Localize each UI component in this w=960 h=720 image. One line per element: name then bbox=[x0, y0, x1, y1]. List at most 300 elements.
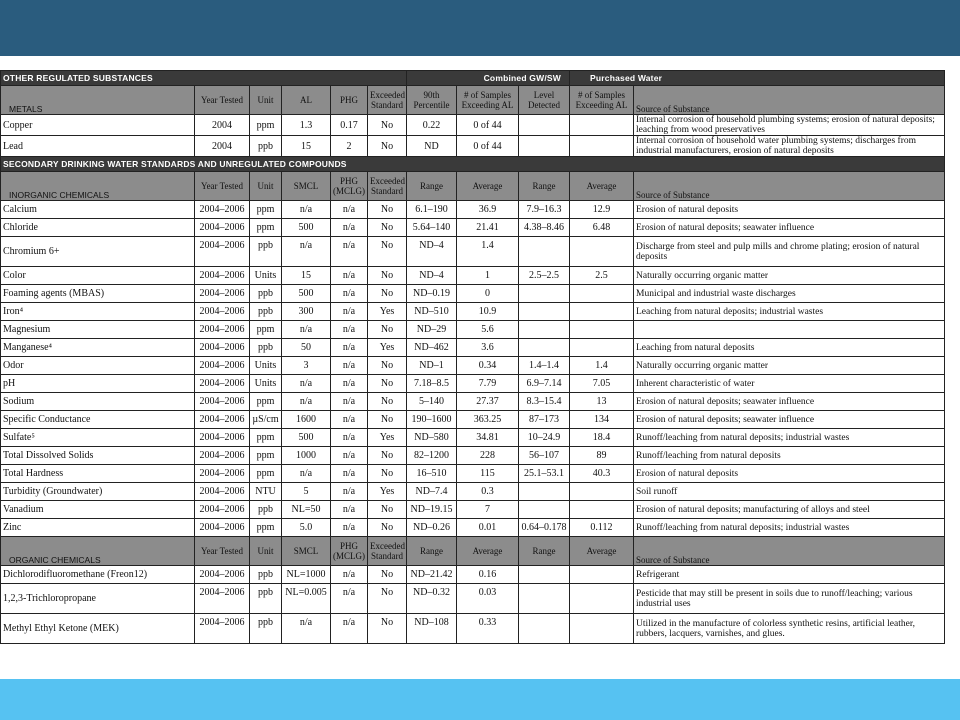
year-cell: 2004–2006 bbox=[195, 465, 250, 483]
table-row bbox=[1, 285, 945, 303]
range-cell: 7.18–8.5 bbox=[407, 375, 457, 393]
pavg-cell: 89 bbox=[570, 447, 634, 465]
range-cell: ND–29 bbox=[407, 321, 457, 339]
al-cell: 1.3 bbox=[282, 115, 331, 136]
smcl-cell: n/a bbox=[282, 614, 331, 644]
exceeded-cell: No bbox=[368, 237, 407, 267]
year-cell: 2004–2006 bbox=[195, 429, 250, 447]
column-header: Source of Substance bbox=[634, 86, 945, 115]
exceeded-cell: Yes bbox=[368, 339, 407, 357]
range-cell: ND–4 bbox=[407, 237, 457, 267]
table-row bbox=[1, 501, 945, 519]
exceeded-cell: No bbox=[368, 357, 407, 375]
range-cell: ND–0.26 bbox=[407, 519, 457, 537]
column-header: Exceeded Standard bbox=[368, 172, 407, 201]
substance-name: Iron⁴ bbox=[1, 303, 195, 321]
substance-name: Manganese⁴ bbox=[1, 339, 195, 357]
column-header: Unit bbox=[250, 537, 282, 566]
unit-cell: Units bbox=[250, 375, 282, 393]
pavg-cell: 7.05 bbox=[570, 375, 634, 393]
prange-cell: 25.1–53.1 bbox=[519, 465, 570, 483]
unit-cell: ppb bbox=[250, 501, 282, 519]
unit-cell: ppm bbox=[250, 447, 282, 465]
substance-name: Total Hardness bbox=[1, 465, 195, 483]
range-cell: ND–510 bbox=[407, 303, 457, 321]
year-cell: 2004–2006 bbox=[195, 267, 250, 285]
year-cell: 2004–2006 bbox=[195, 501, 250, 519]
exceeded-cell: No bbox=[368, 136, 407, 157]
prange-cell: 2.5–2.5 bbox=[519, 267, 570, 285]
source-cell: Runoff/leaching from natural deposits; industrial wastes bbox=[634, 519, 945, 537]
al-cell: 15 bbox=[282, 136, 331, 157]
phg-cell: n/a bbox=[331, 465, 368, 483]
prange-cell bbox=[519, 339, 570, 357]
pavg-cell: 134 bbox=[570, 411, 634, 429]
smcl-cell: n/a bbox=[282, 321, 331, 339]
column-header: Range bbox=[519, 537, 570, 566]
smcl-cell: 3 bbox=[282, 357, 331, 375]
table-row bbox=[1, 584, 945, 614]
samples-cell: 0 of 44 bbox=[457, 115, 519, 136]
source-cell: Internal corrosion of household water plumbing systems; discharges from industrial manufacturers, erosion of natural deposits bbox=[634, 136, 945, 157]
unit-cell: µS/cm bbox=[250, 411, 282, 429]
level-cell bbox=[519, 136, 570, 157]
year-cell: 2004–2006 bbox=[195, 411, 250, 429]
prange-cell bbox=[519, 237, 570, 267]
phg-cell: n/a bbox=[331, 614, 368, 644]
unit-cell: ppb bbox=[250, 566, 282, 584]
avg-cell: 34.81 bbox=[457, 429, 519, 447]
column-header: Level Detected bbox=[519, 86, 570, 115]
pavg-cell bbox=[570, 614, 634, 644]
avg-cell: 3.6 bbox=[457, 339, 519, 357]
phg-cell: n/a bbox=[331, 429, 368, 447]
phg-cell: n/a bbox=[331, 393, 368, 411]
range-cell: ND–19.15 bbox=[407, 501, 457, 519]
pavg-cell bbox=[570, 483, 634, 501]
psamples-cell bbox=[570, 115, 634, 136]
avg-cell: 0.03 bbox=[457, 584, 519, 614]
substance-name: Methyl Ethyl Ketone (MEK) bbox=[1, 614, 195, 644]
avg-cell: 115 bbox=[457, 465, 519, 483]
source-cell: Inherent characteristic of water bbox=[634, 375, 945, 393]
exceeded-cell: No bbox=[368, 393, 407, 411]
avg-cell: 363.25 bbox=[457, 411, 519, 429]
unit-cell: ppm bbox=[250, 321, 282, 339]
pavg-cell: 40.3 bbox=[570, 465, 634, 483]
phg-cell: n/a bbox=[331, 483, 368, 501]
year-cell: 2004–2006 bbox=[195, 447, 250, 465]
smcl-cell: 5.0 bbox=[282, 519, 331, 537]
avg-cell: 27.37 bbox=[457, 393, 519, 411]
source-cell: Erosion of natural deposits; seawater influence bbox=[634, 411, 945, 429]
column-header: Range bbox=[407, 172, 457, 201]
table-row bbox=[1, 267, 945, 285]
prange-cell: 1.4–1.4 bbox=[519, 357, 570, 375]
exceeded-cell: No bbox=[368, 375, 407, 393]
table-row bbox=[1, 237, 945, 267]
substance-name: Turbidity (Groundwater) bbox=[1, 483, 195, 501]
range-cell: 82–1200 bbox=[407, 447, 457, 465]
p90-cell: ND bbox=[407, 136, 457, 157]
column-header: Range bbox=[519, 172, 570, 201]
range-cell: ND–580 bbox=[407, 429, 457, 447]
year-cell: 2004 bbox=[195, 136, 250, 157]
prange-cell bbox=[519, 285, 570, 303]
substance-name: Chromium 6+ bbox=[1, 237, 195, 267]
phg-cell: n/a bbox=[331, 237, 368, 267]
year-cell: 2004–2006 bbox=[195, 321, 250, 339]
avg-cell: 0.33 bbox=[457, 614, 519, 644]
table-row bbox=[1, 375, 945, 393]
unit-cell: NTU bbox=[250, 483, 282, 501]
table-row bbox=[1, 321, 945, 339]
column-header: Year Tested bbox=[195, 172, 250, 201]
substance-name: Specific Conductance bbox=[1, 411, 195, 429]
substance-name: Color bbox=[1, 267, 195, 285]
unit-cell: ppm bbox=[250, 201, 282, 219]
source-cell: Discharge from steel and pulp mills and chrome plating; erosion of natural deposits bbox=[634, 237, 945, 267]
category-label: INORGANIC CHEMICALS bbox=[1, 172, 195, 201]
range-cell: 190–1600 bbox=[407, 411, 457, 429]
smcl-cell: 300 bbox=[282, 303, 331, 321]
column-header: 90th Percentile bbox=[407, 86, 457, 115]
source-cell: Erosion of natural deposits; seawater influence bbox=[634, 393, 945, 411]
range-cell: ND–108 bbox=[407, 614, 457, 644]
avg-cell: 1.4 bbox=[457, 237, 519, 267]
table-row bbox=[1, 614, 945, 644]
range-cell: ND–0.19 bbox=[407, 285, 457, 303]
smcl-cell: 500 bbox=[282, 219, 331, 237]
section2-title-row bbox=[1, 157, 945, 172]
section1-title: OTHER REGULATED SUBSTANCES bbox=[1, 71, 407, 86]
unit-cell: ppb bbox=[250, 584, 282, 614]
unit-cell: ppm bbox=[250, 393, 282, 411]
pavg-cell: 6.48 bbox=[570, 219, 634, 237]
avg-cell: 0.01 bbox=[457, 519, 519, 537]
psamples-cell bbox=[570, 136, 634, 157]
p90-cell: 0.22 bbox=[407, 115, 457, 136]
exceeded-cell: No bbox=[368, 219, 407, 237]
column-header: Exceeded Standard bbox=[368, 86, 407, 115]
exceeded-cell: No bbox=[368, 285, 407, 303]
exceeded-cell: No bbox=[368, 447, 407, 465]
phg-cell: n/a bbox=[331, 321, 368, 339]
smcl-cell: 1000 bbox=[282, 447, 331, 465]
source-cell: Erosion of natural deposits bbox=[634, 465, 945, 483]
prange-cell bbox=[519, 501, 570, 519]
pavg-cell bbox=[570, 285, 634, 303]
phg-cell: n/a bbox=[331, 303, 368, 321]
table-row bbox=[1, 303, 945, 321]
exceeded-cell: No bbox=[368, 566, 407, 584]
phg-cell: n/a bbox=[331, 339, 368, 357]
source-cell: Municipal and industrial waste discharges bbox=[634, 285, 945, 303]
exceeded-cell: No bbox=[368, 519, 407, 537]
range-cell: ND–21.42 bbox=[407, 566, 457, 584]
substance-name: Odor bbox=[1, 357, 195, 375]
table-row bbox=[1, 219, 945, 237]
unit-cell: ppb bbox=[250, 285, 282, 303]
water-quality-table bbox=[0, 70, 945, 644]
avg-cell: 228 bbox=[457, 447, 519, 465]
year-cell: 2004–2006 bbox=[195, 219, 250, 237]
pavg-cell bbox=[570, 237, 634, 267]
section2-header-row bbox=[1, 172, 945, 201]
year-cell: 2004–2006 bbox=[195, 285, 250, 303]
range-cell: 16–510 bbox=[407, 465, 457, 483]
unit-cell: ppb bbox=[250, 136, 282, 157]
combined-gwsw-label: Combined GW/SW bbox=[407, 71, 570, 86]
exceeded-cell: No bbox=[368, 321, 407, 339]
prange-cell: 4.38–8.46 bbox=[519, 219, 570, 237]
substance-name: Foaming agents (MBAS) bbox=[1, 285, 195, 303]
pavg-cell: 0.112 bbox=[570, 519, 634, 537]
pavg-cell: 13 bbox=[570, 393, 634, 411]
year-cell: 2004–2006 bbox=[195, 303, 250, 321]
substance-name: Copper bbox=[1, 115, 195, 136]
avg-cell: 1 bbox=[457, 267, 519, 285]
avg-cell: 0.3 bbox=[457, 483, 519, 501]
phg-cell: n/a bbox=[331, 501, 368, 519]
exceeded-cell: No bbox=[368, 411, 407, 429]
column-header: Average bbox=[570, 172, 634, 201]
smcl-cell: n/a bbox=[282, 237, 331, 267]
source-cell: Utilized in the manufacture of colorless synthetic resins, artificial leather, rubbers, lacquers, varnishes, and glues. bbox=[634, 614, 945, 644]
prange-cell: 7.9–16.3 bbox=[519, 201, 570, 219]
substance-name: Calcium bbox=[1, 201, 195, 219]
source-cell: Leaching from natural deposits; industrial wastes bbox=[634, 303, 945, 321]
phg-cell: n/a bbox=[331, 411, 368, 429]
exceeded-cell: No bbox=[368, 267, 407, 285]
source-cell: Internal corrosion of household plumbing systems; erosion of natural deposits; leaching from wood preservatives bbox=[634, 115, 945, 136]
smcl-cell: 15 bbox=[282, 267, 331, 285]
source-cell: Soil runoff bbox=[634, 483, 945, 501]
table-row bbox=[1, 411, 945, 429]
table-row bbox=[1, 115, 945, 136]
unit-cell: ppb bbox=[250, 237, 282, 267]
prange-cell: 8.3–15.4 bbox=[519, 393, 570, 411]
avg-cell: 5.6 bbox=[457, 321, 519, 339]
year-cell: 2004–2006 bbox=[195, 375, 250, 393]
unit-cell: ppm bbox=[250, 219, 282, 237]
range-cell: 5–140 bbox=[407, 393, 457, 411]
column-header: Unit bbox=[250, 172, 282, 201]
substance-name: 1,2,3-Trichloropropane bbox=[1, 584, 195, 614]
category-label: ORGANIC CHEMICALS bbox=[1, 537, 195, 566]
table-row bbox=[1, 465, 945, 483]
section3-header-row bbox=[1, 537, 945, 566]
substance-name: Lead bbox=[1, 136, 195, 157]
table-row bbox=[1, 566, 945, 584]
column-header: Range bbox=[407, 537, 457, 566]
unit-cell: ppb bbox=[250, 303, 282, 321]
smcl-cell: NL=1000 bbox=[282, 566, 331, 584]
unit-cell: ppb bbox=[250, 339, 282, 357]
table-row bbox=[1, 357, 945, 375]
substance-name: Sulfate⁵ bbox=[1, 429, 195, 447]
exceeded-cell: No bbox=[368, 465, 407, 483]
column-header: Year Tested bbox=[195, 537, 250, 566]
table-row bbox=[1, 339, 945, 357]
range-cell: ND–0.32 bbox=[407, 584, 457, 614]
column-header: AL bbox=[282, 86, 331, 115]
smcl-cell: 50 bbox=[282, 339, 331, 357]
table-row bbox=[1, 136, 945, 157]
column-header: PHG bbox=[331, 86, 368, 115]
phg-cell: n/a bbox=[331, 447, 368, 465]
range-cell: ND–462 bbox=[407, 339, 457, 357]
avg-cell: 36.9 bbox=[457, 201, 519, 219]
exceeded-cell: No bbox=[368, 584, 407, 614]
substance-name: Vanadium bbox=[1, 501, 195, 519]
samples-cell: 0 of 44 bbox=[457, 136, 519, 157]
exceeded-cell: No bbox=[368, 501, 407, 519]
column-header: PHG (MCLG) bbox=[331, 172, 368, 201]
source-cell: Erosion of natural deposits; seawater influence bbox=[634, 219, 945, 237]
phg-cell: n/a bbox=[331, 201, 368, 219]
smcl-cell: NL=50 bbox=[282, 501, 331, 519]
pavg-cell bbox=[570, 339, 634, 357]
table-row bbox=[1, 519, 945, 537]
substance-name: Total Dissolved Solids bbox=[1, 447, 195, 465]
phg-cell: n/a bbox=[331, 285, 368, 303]
substance-name: Magnesium bbox=[1, 321, 195, 339]
source-cell: Erosion of natural deposits bbox=[634, 201, 945, 219]
source-cell: Leaching from natural deposits bbox=[634, 339, 945, 357]
year-cell: 2004 bbox=[195, 115, 250, 136]
prange-cell: 0.64–0.178 bbox=[519, 519, 570, 537]
unit-cell: ppb bbox=[250, 614, 282, 644]
substance-name: pH bbox=[1, 375, 195, 393]
avg-cell: 0 bbox=[457, 285, 519, 303]
smcl-cell: NL=0.005 bbox=[282, 584, 331, 614]
column-header: Year Tested bbox=[195, 86, 250, 115]
smcl-cell: n/a bbox=[282, 465, 331, 483]
smcl-cell: 1600 bbox=[282, 411, 331, 429]
prange-cell bbox=[519, 321, 570, 339]
avg-cell: 21.41 bbox=[457, 219, 519, 237]
range-cell: ND–4 bbox=[407, 267, 457, 285]
section2-title: SECONDARY DRINKING WATER STANDARDS AND UNREGULATED COMPOUNDS bbox=[1, 157, 945, 172]
prange-cell: 87–173 bbox=[519, 411, 570, 429]
table-row bbox=[1, 393, 945, 411]
phg-cell: 0.17 bbox=[331, 115, 368, 136]
unit-cell: ppm bbox=[250, 429, 282, 447]
pavg-cell bbox=[570, 303, 634, 321]
column-header: Average bbox=[570, 537, 634, 566]
smcl-cell: 500 bbox=[282, 285, 331, 303]
phg-cell: n/a bbox=[331, 375, 368, 393]
purchased-water-label: Purchased Water bbox=[570, 71, 945, 86]
exceeded-cell: Yes bbox=[368, 483, 407, 501]
prange-cell bbox=[519, 584, 570, 614]
exceeded-cell: No bbox=[368, 614, 407, 644]
smcl-cell: 500 bbox=[282, 429, 331, 447]
source-cell: Pesticide that may still be present in soils due to runoff/leaching; various industrial uses bbox=[634, 584, 945, 614]
year-cell: 2004–2006 bbox=[195, 483, 250, 501]
phg-cell: n/a bbox=[331, 519, 368, 537]
substance-name: Sodium bbox=[1, 393, 195, 411]
source-cell: Runoff/leaching from natural deposits bbox=[634, 447, 945, 465]
prange-cell: 56–107 bbox=[519, 447, 570, 465]
phg-cell: n/a bbox=[331, 584, 368, 614]
table-row bbox=[1, 429, 945, 447]
column-header: # of Samples Exceeding AL bbox=[457, 86, 519, 115]
column-header: SMCL bbox=[282, 537, 331, 566]
pavg-cell bbox=[570, 584, 634, 614]
pavg-cell bbox=[570, 501, 634, 519]
phg-cell: n/a bbox=[331, 267, 368, 285]
smcl-cell: 5 bbox=[282, 483, 331, 501]
pavg-cell: 18.4 bbox=[570, 429, 634, 447]
column-header: Unit bbox=[250, 86, 282, 115]
source-cell: Runoff/leaching from natural deposits; industrial wastes bbox=[634, 429, 945, 447]
year-cell: 2004–2006 bbox=[195, 339, 250, 357]
range-cell: ND–1 bbox=[407, 357, 457, 375]
year-cell: 2004–2006 bbox=[195, 237, 250, 267]
column-header: SMCL bbox=[282, 172, 331, 201]
column-header: Average bbox=[457, 537, 519, 566]
column-header: PHG (MCLG) bbox=[331, 537, 368, 566]
substance-name: Zinc bbox=[1, 519, 195, 537]
prange-cell: 6.9–7.14 bbox=[519, 375, 570, 393]
prange-cell bbox=[519, 483, 570, 501]
table-row bbox=[1, 201, 945, 219]
range-cell: 5.64–140 bbox=[407, 219, 457, 237]
phg-cell: n/a bbox=[331, 219, 368, 237]
pavg-cell bbox=[570, 321, 634, 339]
substance-name: Chloride bbox=[1, 219, 195, 237]
section1-title-row bbox=[1, 71, 945, 86]
phg-cell: 2 bbox=[331, 136, 368, 157]
source-cell bbox=[634, 321, 945, 339]
exceeded-cell: Yes bbox=[368, 303, 407, 321]
column-header: Source of Substance bbox=[634, 172, 945, 201]
prange-cell bbox=[519, 303, 570, 321]
bottom-banner bbox=[0, 679, 960, 720]
category-label: METALS bbox=[1, 86, 195, 115]
exceeded-cell: No bbox=[368, 115, 407, 136]
phg-cell: n/a bbox=[331, 566, 368, 584]
range-cell: ND–7.4 bbox=[407, 483, 457, 501]
prange-cell bbox=[519, 566, 570, 584]
pavg-cell: 12.9 bbox=[570, 201, 634, 219]
source-cell: Naturally occurring organic matter bbox=[634, 267, 945, 285]
year-cell: 2004–2006 bbox=[195, 357, 250, 375]
exceeded-cell: Yes bbox=[368, 429, 407, 447]
smcl-cell: n/a bbox=[282, 201, 331, 219]
substance-name: Dichlorodifluoromethane (Freon12) bbox=[1, 566, 195, 584]
avg-cell: 7 bbox=[457, 501, 519, 519]
year-cell: 2004–2006 bbox=[195, 393, 250, 411]
avg-cell: 0.16 bbox=[457, 566, 519, 584]
avg-cell: 7.79 bbox=[457, 375, 519, 393]
prange-cell bbox=[519, 614, 570, 644]
top-banner bbox=[0, 0, 960, 56]
level-cell bbox=[519, 115, 570, 136]
phg-cell: n/a bbox=[331, 357, 368, 375]
column-header: Average bbox=[457, 172, 519, 201]
column-header: # of Samples Exceeding AL bbox=[570, 86, 634, 115]
smcl-cell: n/a bbox=[282, 375, 331, 393]
pavg-cell bbox=[570, 566, 634, 584]
column-header: Source of Substance bbox=[634, 537, 945, 566]
exceeded-cell: No bbox=[368, 201, 407, 219]
smcl-cell: n/a bbox=[282, 393, 331, 411]
year-cell: 2004–2006 bbox=[195, 584, 250, 614]
table-row bbox=[1, 447, 945, 465]
